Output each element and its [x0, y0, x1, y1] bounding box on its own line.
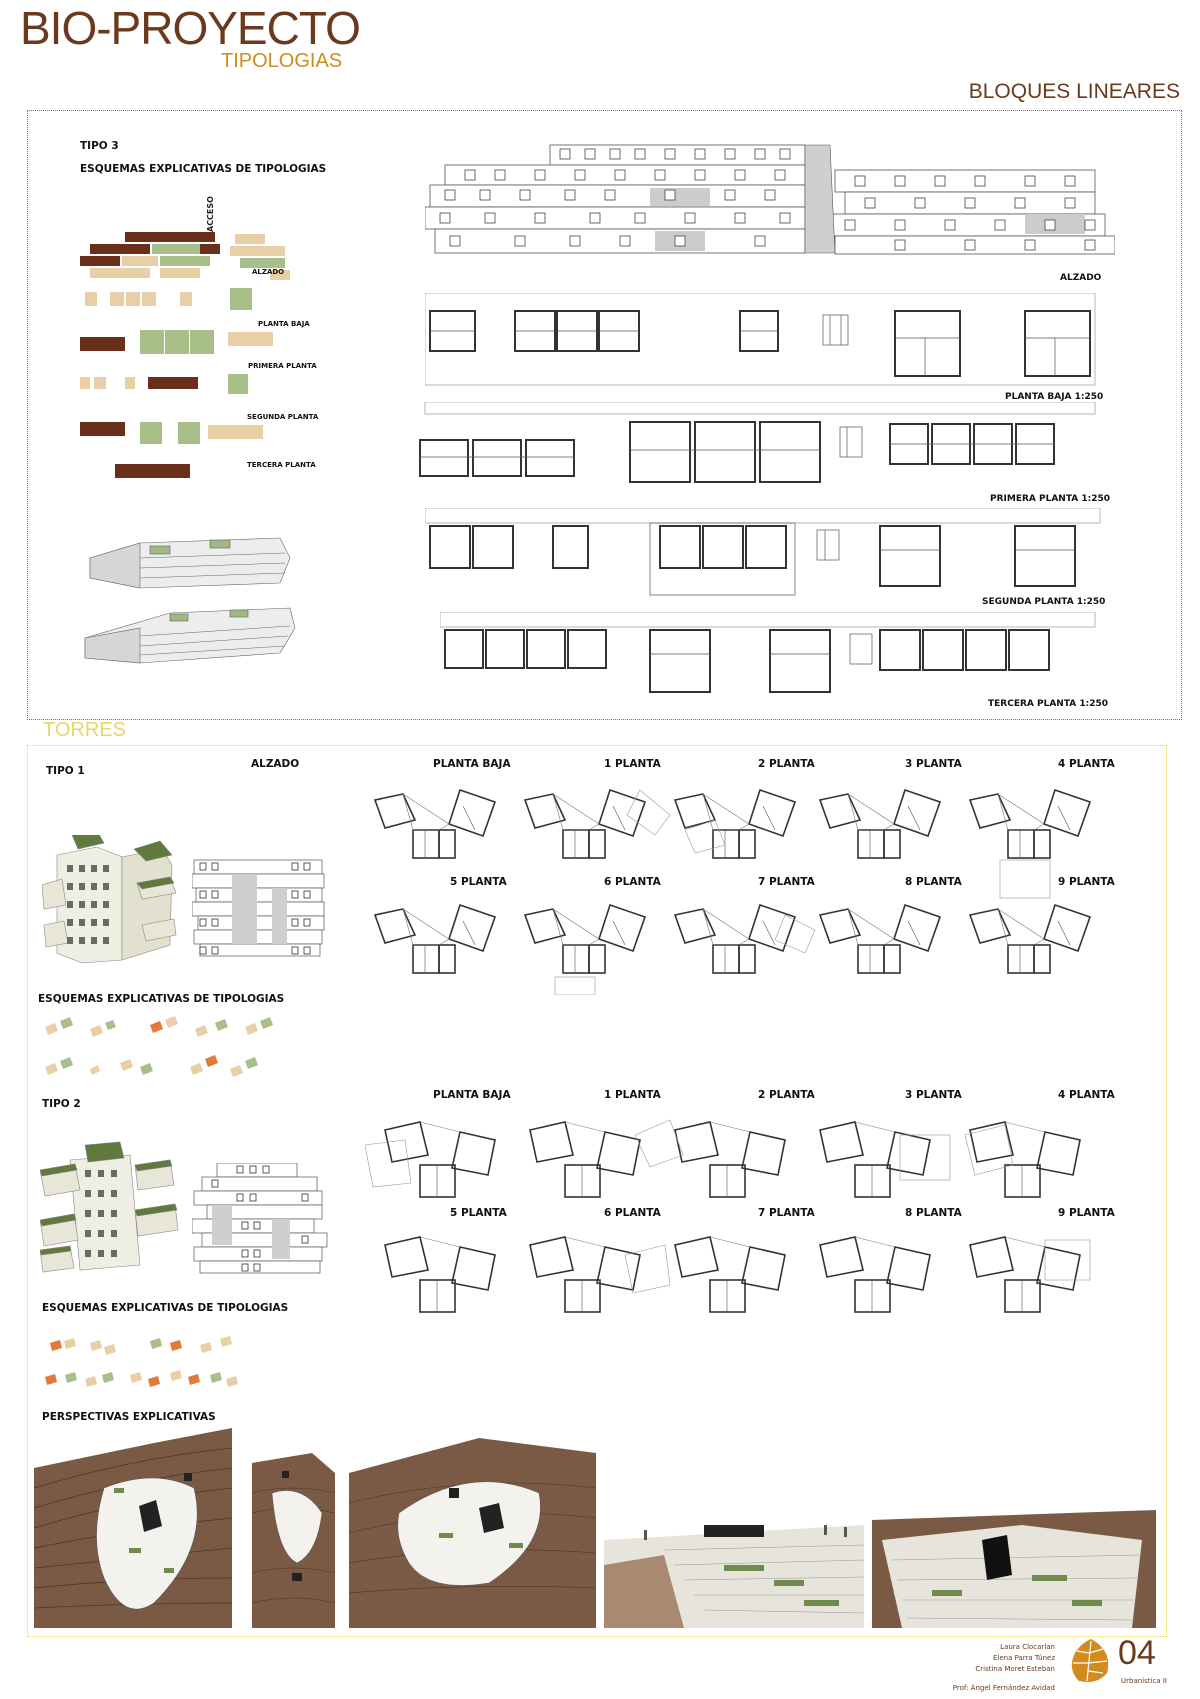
t1-9-planta-label: 9 PLANTA [1058, 876, 1115, 888]
t1-esquemas-label: ESQUEMAS EXPLICATIVAS DE TIPOLOGIAS [38, 993, 285, 1005]
torre2-3d-render [40, 1140, 180, 1275]
torres-tipo1-label: TIPO 1 [46, 765, 85, 777]
torres-title: TORRES [43, 719, 126, 741]
schema-label-alzado: ALZADO [252, 268, 285, 276]
t2-6-planta-label: 6 PLANTA [604, 1207, 661, 1219]
torre2-plantas-drawings [365, 1105, 1125, 1325]
esquemas-label: ESQUEMAS EXPLICATIVAS DE TIPOLOGIAS [80, 163, 327, 175]
schema-label-segunda: SEGUNDA PLANTA [247, 413, 319, 421]
tipo3-label: TIPO 3 [80, 140, 119, 152]
schema-label-planta-baja: PLANTA BAJA [258, 320, 310, 328]
t1-1-planta-label: 1 PLANTA [604, 758, 661, 770]
torre2-alzado-drawing [192, 1163, 332, 1275]
t1-esquemas-diagram [40, 1015, 280, 1085]
t1-8-planta-label: 8 PLANTA [905, 876, 962, 888]
t2-esquemas-label: ESQUEMAS EXPLICATIVAS DE TIPOLOGIAS [42, 1302, 289, 1314]
author-2: Elena Parra Túnez [992, 1654, 1055, 1662]
t1-7-planta-label: 7 PLANTA [758, 876, 815, 888]
t2-2-planta-label: 2 PLANTA [758, 1089, 815, 1101]
drawing-label-tercera: TERCERA PLANTA 1:250 [988, 699, 1109, 709]
perspectiva-1 [34, 1428, 232, 1628]
page-title: BIO-PROYECTO [20, 2, 360, 54]
torre1-3d-render [42, 835, 177, 965]
author-3: Cristina Moret Esteban [975, 1665, 1055, 1673]
perspectivas-label: PERSPECTIVAS EXPLICATIVAS [42, 1411, 216, 1423]
t2-esquemas-diagram [40, 1335, 260, 1395]
t2-8-planta-label: 8 PLANTA [905, 1207, 962, 1219]
page-number: 04 [1118, 1634, 1156, 1672]
perspectiva-3 [349, 1433, 596, 1628]
section-title-bloques: BLOQUES LINEARES [968, 80, 1180, 103]
t1-5-planta-label: 5 PLANTA [450, 876, 507, 888]
drawing-label-planta-baja: PLANTA BAJA 1:250 [1005, 392, 1104, 402]
t1-4-planta-label: 4 PLANTA [1058, 758, 1115, 770]
perspectiva-2 [252, 1453, 335, 1628]
segunda-planta-drawing [425, 508, 1105, 598]
torre1-plantas-drawings [365, 775, 1125, 995]
planta-baja-drawing [425, 293, 1100, 388]
t2-7-planta-label: 7 PLANTA [758, 1207, 815, 1219]
primera-planta-drawing [415, 402, 1105, 492]
author-1: Laura Clocarlan [1000, 1643, 1055, 1651]
schema-label-primera: PRIMERA PLANTA [248, 362, 317, 370]
tercera-planta-drawing [440, 612, 1100, 700]
t2-4-planta-label: 4 PLANTA [1058, 1089, 1115, 1101]
t1-2-planta-label: 2 PLANTA [758, 758, 815, 770]
page-subtitle: TIPOLOGIAS [221, 50, 343, 72]
perspectiva-5 [872, 1500, 1156, 1628]
t1-3-planta-label: 3 PLANTA [905, 758, 962, 770]
torres-alzado-label: ALZADO [251, 758, 300, 770]
bloque-3d-render [80, 528, 310, 698]
course-name: Urbanística II [1121, 1677, 1167, 1685]
drawing-label-segunda: SEGUNDA PLANTA 1:250 [982, 597, 1106, 607]
torre1-alzado-drawing [192, 858, 327, 958]
schema-label-tercera: TERCERA PLANTA [247, 461, 316, 469]
acceso-label: ACCESO [206, 196, 215, 232]
drawing-label-primera: PRIMERA PLANTA 1:250 [990, 494, 1111, 504]
tipo3-schema-diagram [80, 222, 310, 492]
leaf-logo-icon [1067, 1637, 1115, 1687]
bloque-alzado-drawing [425, 140, 1115, 270]
t2-9-planta-label: 9 PLANTA [1058, 1207, 1115, 1219]
t2-planta-baja-label: PLANTA BAJA [433, 1089, 511, 1101]
t1-planta-baja-label: PLANTA BAJA [433, 758, 511, 770]
t2-5-planta-label: 5 PLANTA [450, 1207, 507, 1219]
t2-3-planta-label: 3 PLANTA [905, 1089, 962, 1101]
drawing-label-alzado: ALZADO [1060, 273, 1102, 283]
t1-6-planta-label: 6 PLANTA [604, 876, 661, 888]
t2-1-planta-label: 1 PLANTA [604, 1089, 661, 1101]
torres-tipo2-label: TIPO 2 [42, 1098, 81, 1110]
professor: Prof: Ángel Fernández Avidad [952, 1684, 1055, 1692]
perspectiva-4 [604, 1505, 864, 1628]
